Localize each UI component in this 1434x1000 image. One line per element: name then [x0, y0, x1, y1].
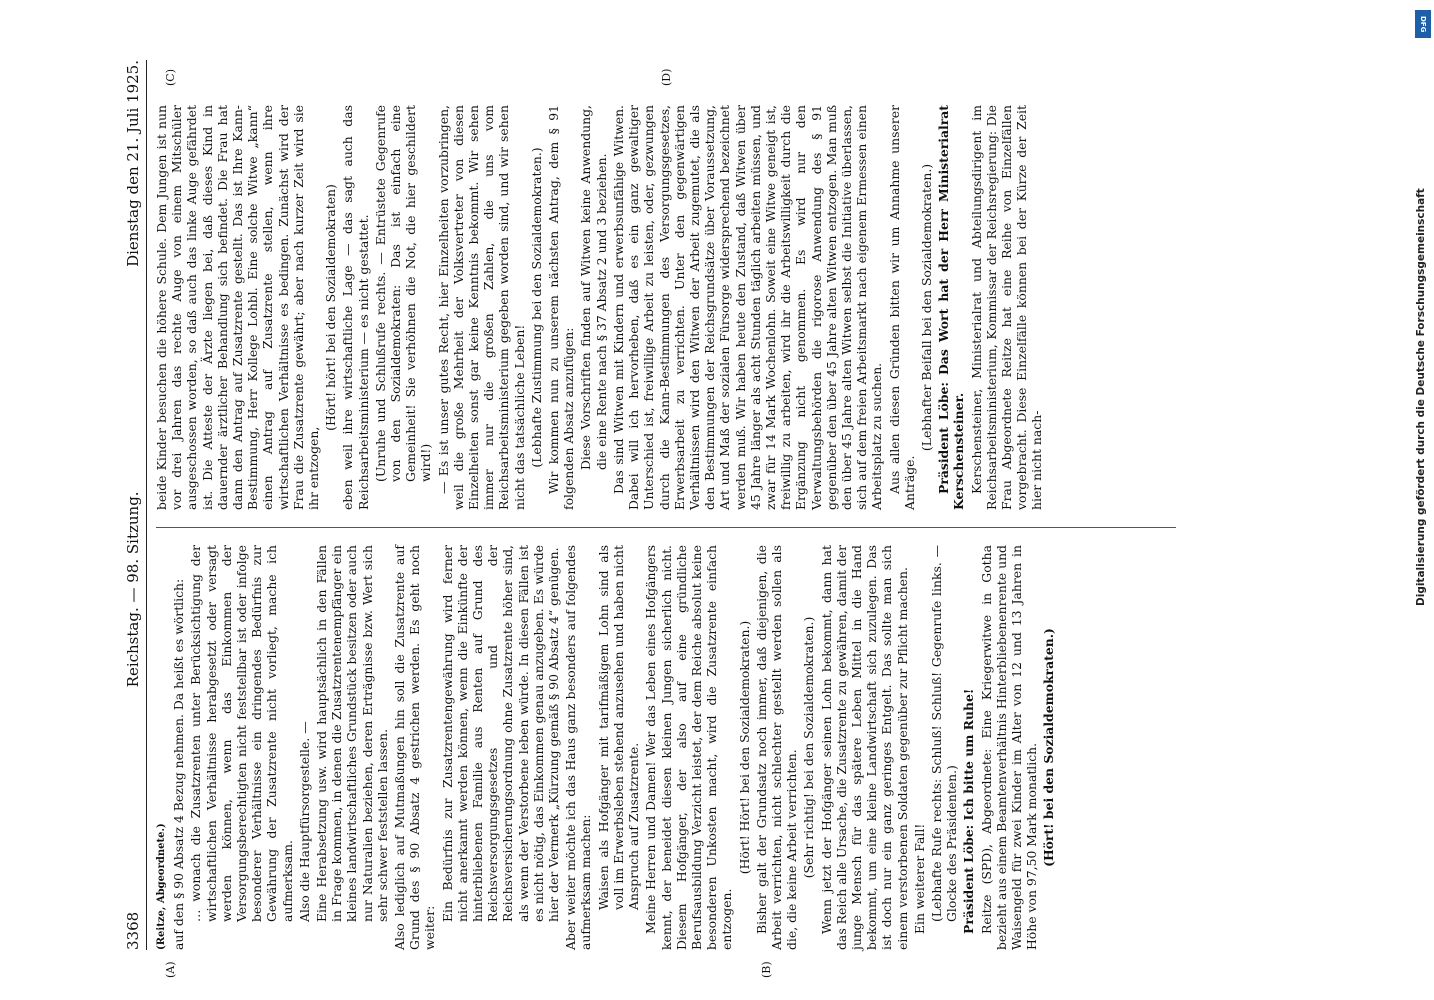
paragraph: Also lediglich auf Mutmaßungen hin soll die Zusatzrente auf Grund des § 90 Absatz 4 gestrichen werden. Es geht noch weiter: [392, 545, 438, 950]
interjection: (Lebhafte Rufe rechts: Schluß! Schluß! Gegenrufe links. — Glocke des Präsidenten.) [928, 545, 960, 922]
interjection: (Sehr richtig! bei den Sozialdemokraten.) [801, 616, 817, 879]
paragraph: eben weil ihre wirtschaftliche Lage — das sagt auch das Reichsarbeitsministerium — es nicht gestattet. [340, 105, 371, 510]
paragraph: Kerschensteiner, Ministerialrat und Abteilungsdirigent im Reichsarbeitsministerium, Kommissar der Reichsregierung: Die Frau Abgeordnete Reitze hat eine Reihe von Einzelfällen vorgebracht. Diese Einzelfälle können bei der Kürze der Zeit hier nicht nach- [968, 105, 1045, 510]
margin-mark-b: (B) [760, 961, 773, 978]
dfg-credit [1412, 4, 1434, 1000]
paragraph: Aus allen diesen Gründen bitten wir um Annahme unserer Anträge. [886, 105, 917, 510]
margin-mark-c: (C) [164, 69, 177, 86]
left-column [154, 545, 1059, 950]
paragraph: auf den § 90 Absatz 4 Bezug nehmen. Da heißt es wörtlich: [171, 578, 187, 950]
interjection: (Lebhafte Zustimmung bei den Sozialdemokraten.) [528, 147, 544, 468]
quote: Ein Bedürfnis zur Zusatzrentengewährung wird ferner nicht anerkannt werden können, wenn die Einkünfte der hinterbliebenen Familie aus Renten auf Grund des Reichsversorgungsgesetzes und der Reichsversicherungsordnung ohne Zusatzrente höher sind, als wenn der Verstorbene leben würde. In diesen Fällen ist es nicht nötig, das Einkommen genau anzugeben. Es würde hier der Vermerk „Kürzung gemäß § 90 Absatz 4“ genügen. [439, 545, 562, 922]
interjection: (Unruhe und Schlußrufe rechts. — Entrüstete Gegenrufe von den Sozialdemokraten: Das ist einfach eine Gemeinheit! Sie verhöhnen die Not, die hier geschildert wird!) [372, 105, 434, 482]
president-remark: Präsident Löbe: Das Wort hat der Herr Ministerialrat Kerschensteiner. [936, 105, 967, 510]
quote: Diese Vorschriften finden auf Witwen keine Anwendung, die eine Rente nach § 37 Absatz 2 und 3 beziehen. [578, 105, 609, 470]
header-session: Reichstag. — 98. Sitzung. [124, 491, 142, 688]
paragraph: Also die Hauptfürsorgestelle. — [296, 721, 312, 922]
credit-text: Digitalisierung gefördert durch die Deutsche Forschungsgemeinschaft [1415, 188, 1427, 606]
paragraph: Aber weiter möchte ich das Haus ganz besonders auf folgendes aufmerksam machen: [563, 545, 594, 950]
right-column [154, 105, 1047, 510]
paragraph: Bisher galt der Grundsatz noch immer, daß diejenigen, die Arbeit verrichten, nicht schlechter gestellt werden sollen als die, die keine Arbeit verrichten. [753, 545, 800, 950]
header-date: Dienstag den 21. Juli 1925. [124, 60, 142, 267]
margin-mark-a: (A) [164, 961, 177, 978]
interjection: (Hört! bei den Sozialdemokraten.) [1041, 628, 1057, 867]
newspaper-page [120, 40, 1420, 980]
president-remark: Präsident Löbe: Ich bitte um Ruhe! [961, 688, 977, 934]
paragraph: Wir kommen nun zu unserem nächsten Antrag, dem § 91 folgenden Absatz anzufügen: [546, 105, 577, 510]
paragraph: Meine Herren und Damen! Wer das Leben eines Hofgängers kennt, der beneidet diesen kleinen Jungen sicherlich nicht. Diesem Hofgänger, der also auf eine gründliche Berufsausbildung Verzicht leistet, der dem Reiche absolut keine besonderen Unkosten macht, wird die Zusatzrente einfach entzogen. [643, 545, 735, 950]
speaker-note: (Reitze, Abgeordnete.) [156, 823, 167, 950]
dfg-logo: DFG [1415, 10, 1431, 38]
interjection: (Hört! Hört! bei den Sozialdemokraten.) [736, 620, 752, 875]
column-divider [156, 527, 1176, 528]
paragraph: Ein weiterer Fall! [911, 823, 927, 934]
page-header [120, 60, 147, 950]
margin-mark-d: (D) [660, 68, 673, 86]
paragraph: Das sind Witwen mit Kindern und erwerbsunfähige Witwen. Dabei will ich hervorheben, daß es ein ganz gewaltiger Unterschied ist, freiwillige Arbeit zu leisten, oder, gezwungen durch die Kann-Bestimmungen des Versorgungsgesetzes, Erwerbsarbeit zu verrichten. Unter den gegenwärtigen Verhältnissen wird den Witwen der Arbeit zugemutet, die als den Bestimmungen der Reichsgrundsätze über Voraussetzung, Art und Maß der sozialen Fürsorge widersprechend bezeichnet werden muß. Wir haben heute den Zustand, daß Witwen über 45 Jahre länger als acht Stunden täglich arbeiten müssen, und zwar für 14 Mark Wochenlohn. Soweit eine Witwe geneigt ist, freiwillig zu arbeiten, wird ihr die Arbeitswilligkeit durch die Ergänzung nicht genommen. Es wird nur den Verwaltungsbehörden die rigorose Anwendung des § 91 gegenüber den über 45 Jahre alten Witwen entzogen. Man muß den über 45 Jahre alten Witwen selbst die Initiative überlassen, sich auf dem freien Arbeitsmarkt nach eigenem Ermessen einen Arbeitsplatz zu suchen. [610, 105, 885, 510]
paragraph: — Es ist unser gutes Recht, hier Einzelheiten vorzubringen, weil die große Mehrheit der Volksvertreter von diesen Einzelheiten sonst gar keine Kenntnis bekommt. Wir sehen immer nur die großen Zahlen, die uns vom Reichsarbeitsministerium gegeben worden sind, und wir sehen nicht das tatsächliche Leben! [435, 105, 527, 510]
quote: Waisen als Hofgänger mit tarifmäßigem Lohn sind als voll im Erwerbsleben stehend anzusehen und haben nicht Anspruch auf Zusatzrente. [595, 545, 642, 910]
paragraph: Reitze (SPD), Abgeordnete: Eine Kriegerwitwe in Gotha bezieht aus einem Beamtenverhältnis Hinterbliebenenrente und Waisengeld für zwei Kinder im Alter von 12 und 13 Jahren in Höhe von 97,50 Mark monatlich. [978, 545, 1040, 950]
paragraph: Wenn jetzt der Hofgänger seinen Lohn bekommt, dann hat das Reich alle Ursache, die Zusatzrente zu gewähren, damit der junge Mensch für das spätere Leben Mittel in die Hand bekommt, um eine kleine Landwirtschaft sich zuzulegen. Das ist doch nur ein ganz geringes Entgelt. Das sollte man sich einem verstorbenen Soldaten gegenüber zur Pflicht machen. [818, 545, 910, 950]
interjection: (Lebhafter Beifall bei den Sozialdemokraten.) [918, 163, 934, 452]
quote: Eine Herabsetzung usw. wird hauptsächlich in den Fällen in Frage kommen, in denen die Zusatzrentenempfänger ein kleines landwirtschaftliches Grundstück besitzen oder auch nur Naturalien beziehen, deren Erträgnisse bzw. Wert sich sehr schwer feststellen lassen. [314, 545, 390, 922]
quote: … wonach die Zusatzrenten unter Berücksichtigung der wirtschaftlichen Verhältnisse herabgesetzt oder versagt werden können, wenn das Einkommen der Versorgungsberechtigten nicht feststellbar ist oder infolge besonderer Verhältnisse ein dringendes Bedürfnis zur Gewährung der Zusatzrente nicht vorliegt, mache ich aufmerksam. [188, 545, 295, 922]
interjection: (Hört! hört! bei den Sozialdemokraten) [323, 184, 339, 431]
paragraph: beide Kinder besuchen die höhere Schule. Dem Jungen ist nun vor drei Jahren das rechte Auge von einem Mitschüler ausgeschossen worden, so daß auch das linke Auge gefährdet ist. Die Atteste der Ärzte liegen bei, daß dieses Kind in dauernder ärztlicher Behandlung sich befindet. Die Frau hat dann den Antrag auf Zusatzrente gestellt. Das ist Ihre Kann-Bestimmung, Herr Kollege Lohbl. Eine solche Witwe „kann“ einen Antrag auf Zusatzrente stellen, wenn ihre wirtschaftlichen Verhältnisse es bedingen. Zunächst wird der Frau die Zusatzrente gewährt; aber nach kurzer Zeit wird sie ihr entzogen, [154, 105, 322, 510]
page-number: 3368 [124, 911, 142, 950]
